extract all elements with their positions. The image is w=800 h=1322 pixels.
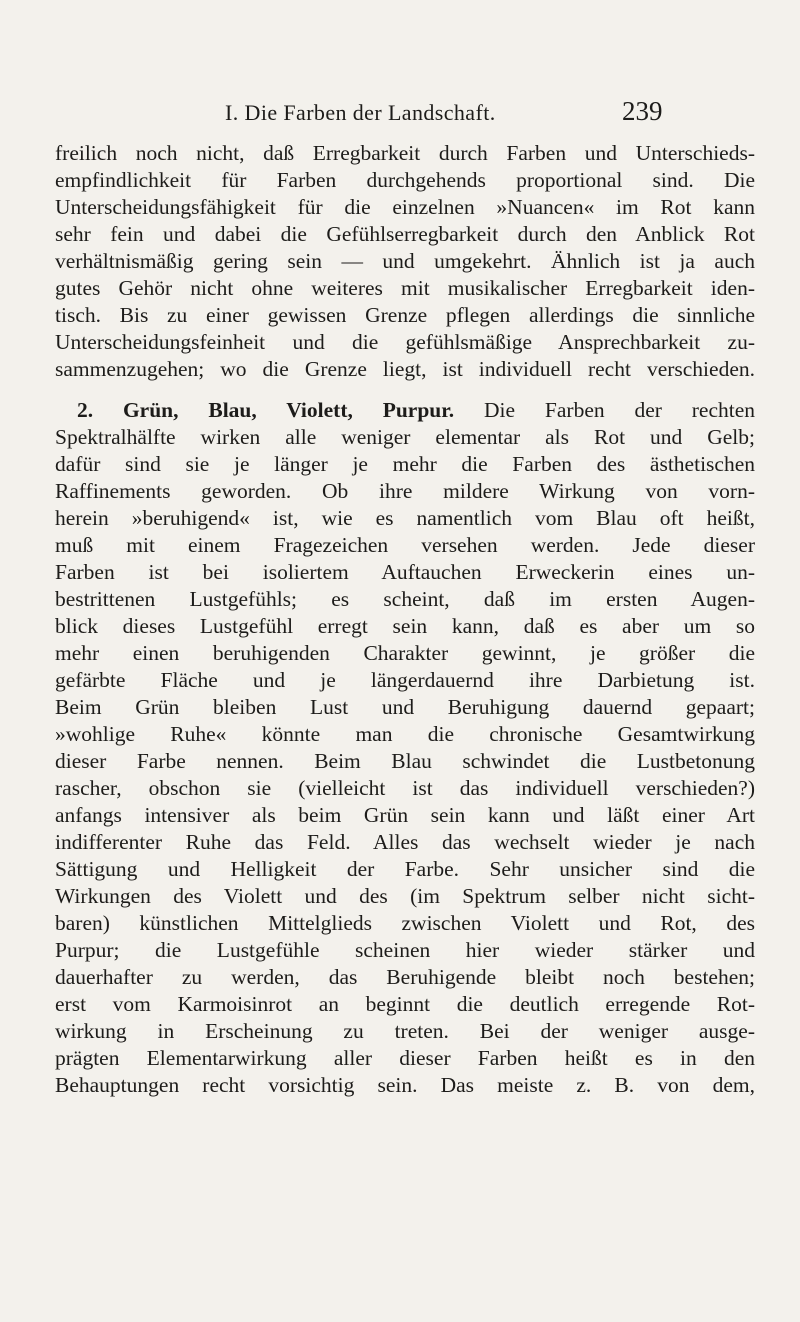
text-line: Wirkungen des Violett und des (im Spektrum selber nicht sicht-: [55, 884, 755, 908]
text-line: freilich noch nicht, daß Erregbarkeit durch Farben und Unterschieds-: [55, 141, 755, 165]
text-line: Purpur; die Lustgefühle scheinen hier wieder stärker und: [55, 938, 755, 962]
text-line: tisch. Bis zu einer gewissen Grenze pflegen allerdings die sinnliche: [55, 303, 755, 327]
text-line: wirkung in Erscheinung zu treten. Bei der weniger ausge-: [55, 1019, 755, 1043]
text-line: dieser Farbe nennen. Beim Blau schwindet die Lustbetonung: [55, 749, 755, 773]
running-head: [0, 88, 800, 128]
text-line: Spektralhälfte wirken alle weniger elementar als Rot und Gelb;: [55, 425, 755, 449]
text-line: gutes Gehör nicht ohne weiteres mit musikalischer Erregbarkeit iden-: [55, 276, 755, 300]
text-line: Beim Grün bleiben Lust und Beruhigung dauernd gepaart;: [55, 695, 755, 719]
section-heading: 2. Grün, Blau, Violett, Purpur.: [77, 398, 455, 422]
text-line: indifferenter Ruhe das Feld. Alles das wechselt wieder je nach: [55, 830, 755, 854]
text-line: erst vom Karmoisinrot an beginnt die deutlich erregende Rot-: [55, 992, 755, 1016]
text-line: Raffinements geworden. Ob ihre mildere Wirkung von vorn-: [55, 479, 755, 503]
paragraph-1: [55, 140, 755, 383]
text-line: sammenzugehen; wo die Grenze liegt, ist individuell recht verschieden.: [55, 357, 755, 381]
text-line: rascher, obschon sie (vielleicht ist das individuell verschieden?): [55, 776, 755, 800]
text-line: muß mit einem Fragezeichen versehen werden. Jede dieser: [55, 533, 755, 557]
text-line: [55, 397, 755, 424]
body-text: [55, 140, 755, 1099]
text-line: empfindlichkeit für Farben durchgehends proportional sind. Die: [55, 168, 755, 192]
text-line: dauerhafter zu werden, das Beruhigende bleibt noch bestehen;: [55, 965, 755, 989]
paragraph-2: [55, 397, 755, 1099]
page-number: 239: [622, 96, 663, 126]
text-line: »wohlige Ruhe« könnte man die chronische Gesamtwirkung: [55, 722, 755, 746]
text-line: herein »beruhigend« ist, wie es namentlich vom Blau oft heißt,: [55, 506, 755, 530]
text-line: mehr einen beruhigenden Charakter gewinnt, je größer die: [55, 641, 755, 665]
text-line-continuation: Die Farben der rechten: [484, 398, 755, 422]
text-line: Unterscheidungsfähigkeit für die einzelnen »Nuancen« im Rot kann: [55, 195, 755, 219]
text-line: Sättigung und Helligkeit der Farbe. Sehr unsicher sind die: [55, 857, 755, 881]
text-line: bestrittenen Lustgefühls; es scheint, daß im ersten Augen-: [55, 587, 755, 611]
text-line: Unterscheidungsfeinheit und die gefühlsmäßige Ansprechbarkeit zu-: [55, 330, 755, 354]
text-line: gefärbte Fläche und je längerdauernd ihre Darbietung ist.: [55, 668, 755, 692]
text-line: Behauptungen recht vorsichtig sein. Das meiste z. B. von dem,: [55, 1073, 755, 1097]
text-line: verhältnismäßig gering sein — und umgekehrt. Ähnlich ist ja auch: [55, 249, 755, 273]
text-line: baren) künstlichen Mittelglieds zwischen Violett und Rot, des: [55, 911, 755, 935]
text-line: anfangs intensiver als beim Grün sein kann und läßt einer Art: [55, 803, 755, 827]
text-line: blick dieses Lustgefühl erregt sein kann, daß es aber um so: [55, 614, 755, 638]
text-line: sehr fein und dabei die Gefühlserregbarkeit durch den Anblick Rot: [55, 222, 755, 246]
chapter-title: I. Die Farben der Landschaft.: [225, 100, 496, 125]
text-line: prägten Elementarwirkung aller dieser Farben heißt es in den: [55, 1046, 755, 1070]
text-line: Farben ist bei isoliertem Auftauchen Erweckerin eines un-: [55, 560, 755, 584]
text-line: dafür sind sie je länger je mehr die Farben des ästhetischen: [55, 452, 755, 476]
